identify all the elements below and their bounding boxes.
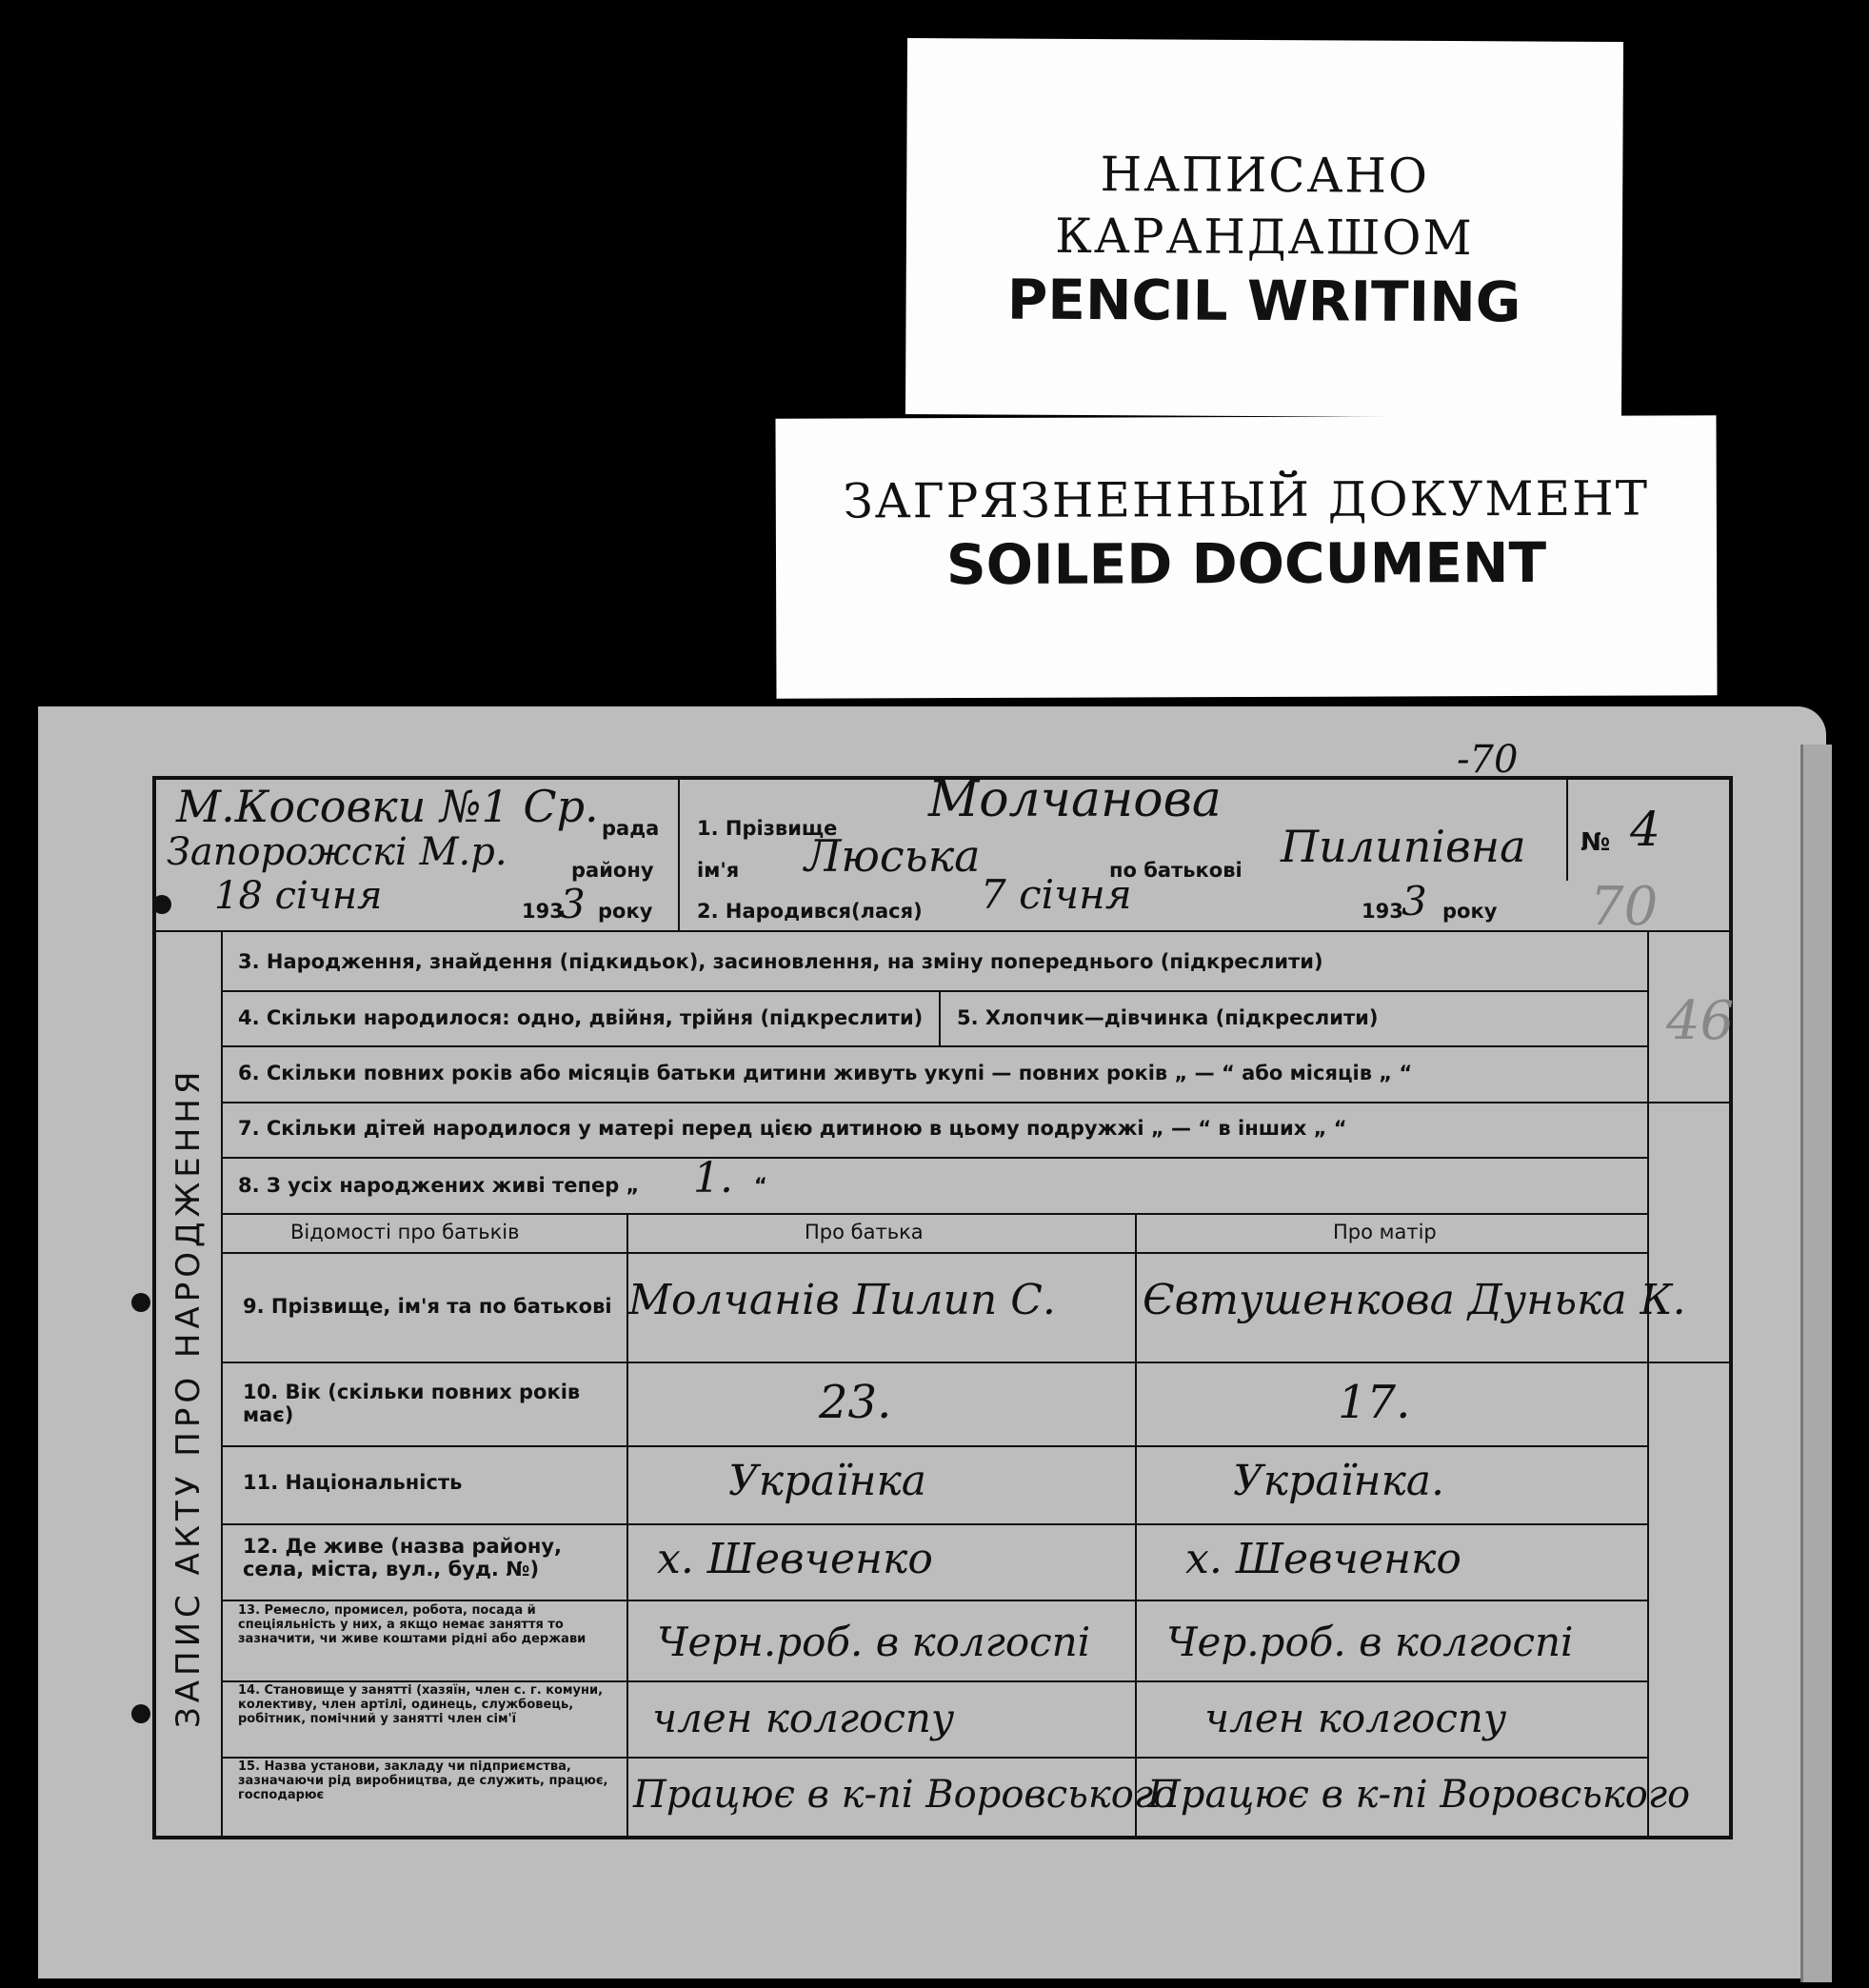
row-line — [221, 1523, 1647, 1525]
margin-handwriting-2: 46 — [1666, 990, 1735, 1052]
district-handwriting: Запорожскі М.р. — [167, 830, 507, 874]
row-line — [221, 1680, 1647, 1682]
birth-date-handwriting: 7 січня — [981, 871, 1132, 918]
table-header-mother: Про матір — [1333, 1221, 1437, 1243]
father-nationality-handwriting: Українка — [728, 1457, 927, 1505]
row-line — [221, 1045, 1647, 1047]
title-column-line — [221, 930, 223, 1839]
pencil-writing-label — [905, 38, 1623, 418]
row-line — [221, 1252, 1647, 1254]
row-line — [221, 1445, 1647, 1447]
row-14-label: 14. Становище у занятті (хазяїн, член с. г. комуни, колективу, член артілі, одинець, службовець, робітник, помічний у занятті член сім'ї — [238, 1683, 604, 1726]
row-line — [221, 1102, 1733, 1103]
row-8-text: 8. З усіх народжених живі тепер „ — [238, 1174, 640, 1197]
mother-nationality-handwriting: Українка. — [1233, 1457, 1445, 1505]
roku-label: року — [598, 900, 653, 923]
row-4-text: 4. Скільки народилося: одно, двійня, трійня (підкреслити) — [238, 1006, 924, 1029]
row-8-end: “ — [754, 1174, 767, 1197]
margin-handwriting-1: 70 — [1590, 876, 1659, 938]
name-handwriting: Люська — [805, 830, 981, 882]
header-bottom-line — [152, 930, 1733, 932]
row-7-text: 7. Скільки дітей народилося у матері перед цією дитиною в цьому подружжі „ — “ в інших „ “ — [238, 1117, 1347, 1140]
mother-status-handwriting: член колгоспу — [1204, 1695, 1507, 1741]
row-8-handwriting: 1. — [693, 1154, 733, 1203]
row-12-label: 12. Де живе (назва району, села, міста, вул., буд. №) — [243, 1535, 562, 1580]
soiled-label-en: SOILED DOCUMENT — [945, 529, 1547, 598]
year-handwriting: 3 — [560, 881, 586, 927]
surname-handwriting: Молчанова — [928, 771, 1222, 828]
mother-occupation-handwriting: Чер.роб. в колгоспі — [1166, 1619, 1574, 1665]
mother-residence-handwriting: х. Шевченко — [1185, 1535, 1461, 1583]
row-11-label: 11. Національність — [243, 1471, 463, 1494]
mother-workplace-handwriting: Працює в к-пі Воровського — [1147, 1773, 1691, 1817]
row-line — [221, 1213, 1647, 1215]
row-13-label: 13. Ремесло, промисел, робота, посада й спеціяльність у них, а якщо немає заняття то зазначити, чи живе коштами рідні або держави — [238, 1603, 587, 1646]
born-roku-label: року — [1442, 900, 1498, 923]
patronymic-label: по батькові — [1109, 859, 1243, 882]
row-15-label: 15. Назва установи, закладу чи підприємства, зазначаючи рід виробництва, де служить, працює, господарює — [238, 1759, 608, 1802]
mother-age-handwriting: 17. — [1338, 1376, 1411, 1429]
born-label: 2. Народився(лася) — [697, 900, 923, 923]
right-margin-line — [1647, 930, 1649, 1839]
soiled-label-ru: ЗАГРЯЗНЕННЫЙ ДОКУМЕНТ — [843, 470, 1650, 529]
row-line — [221, 1600, 1647, 1601]
record-number-handwriting: 4 — [1630, 802, 1660, 857]
raion-label: району — [571, 859, 654, 882]
table-header-parents: Відомості про батьків — [290, 1221, 520, 1243]
row-3-text: 3. Народження, знайдення (підкидьок), засиновлення, на зміну попереднього (підкреслити) — [238, 950, 1323, 973]
row-line — [221, 1362, 1733, 1363]
name-label: ім'я — [697, 859, 740, 882]
born-year-handwriting: 3 — [1402, 878, 1427, 924]
patronymic-handwriting: Пилипівна — [1281, 821, 1526, 872]
row-10-label: 10. Вік (скільки повних років має) — [243, 1381, 581, 1426]
row4-divider — [939, 990, 941, 1045]
registration-date-handwriting: 18 січня — [214, 874, 383, 918]
punch-hole — [131, 1704, 150, 1723]
table-col-line — [1135, 1213, 1137, 1839]
number-box-divider — [1566, 776, 1568, 881]
row-6-text: 6. Скільки повних років або місяців батьки дитини живуть укупі — повних років „ — “ або місяців „ “ — [238, 1062, 1413, 1084]
top-margin-handwriting: -70 — [1457, 738, 1519, 782]
mother-name-handwriting: Євтушенкова Дунька К. — [1143, 1276, 1686, 1324]
table-header-father: Про батька — [805, 1221, 924, 1243]
rada-label: рада — [602, 817, 660, 840]
father-workplace-handwriting: Працює в к-пі Воровського — [633, 1773, 1177, 1817]
record-number-label: № — [1581, 828, 1611, 857]
form-vertical-title: ЗАПИС АКТУ ПРО НАРОДЖЕННЯ — [169, 1066, 208, 1728]
father-occupation-handwriting: Черн.роб. в колгоспі — [657, 1619, 1091, 1665]
punch-hole — [131, 1293, 150, 1312]
row-line — [221, 990, 1647, 992]
father-residence-handwriting: х. Шевченко — [657, 1535, 933, 1583]
father-name-handwriting: Молчанів Пилип С. — [628, 1276, 1056, 1324]
soiled-document-label — [775, 415, 1717, 698]
row-line — [221, 1757, 1647, 1759]
surname-label: 1. Прізвище — [697, 817, 838, 840]
year-prefix: 193 — [522, 900, 564, 923]
row-9-label: 9. Прізвище, ім'я та по батькові — [243, 1295, 612, 1318]
pencil-label-en: PENCIL WRITING — [1006, 267, 1521, 335]
row-line — [221, 1157, 1647, 1159]
pencil-label-ru: НАПИСАНО — [1100, 147, 1430, 204]
father-status-handwriting: член колгоспу — [652, 1695, 955, 1741]
father-age-handwriting: 23. — [819, 1376, 892, 1429]
born-year-prefix: 193 — [1362, 900, 1403, 923]
council-handwriting: М.Косовки №1 Ср. — [176, 781, 599, 832]
header-divider — [678, 776, 680, 930]
pencil-label-ru-2: КАРАНДАШОМ — [1055, 208, 1474, 267]
row-5-text: 5. Хлопчик—дівчинка (підкреслити) — [957, 1006, 1379, 1029]
